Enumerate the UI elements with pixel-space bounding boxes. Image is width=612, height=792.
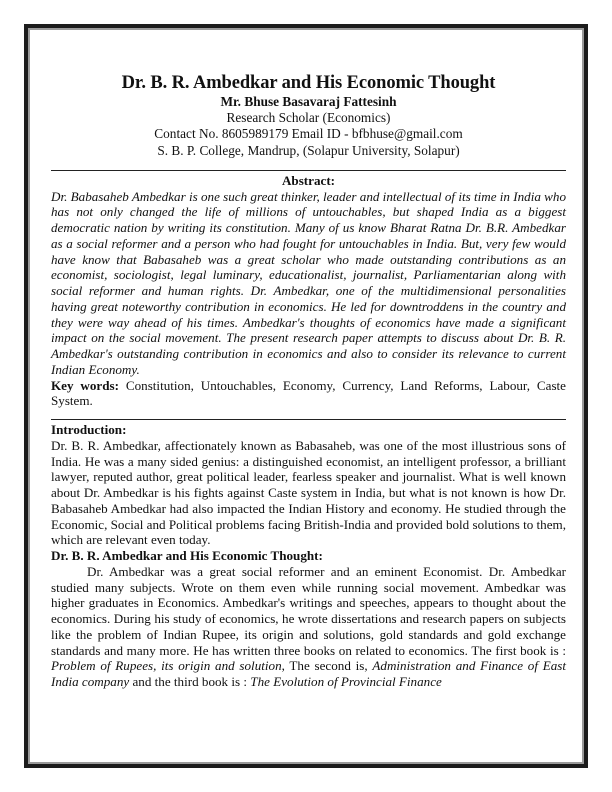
book-title-1: Problem of Rupees, its origin and solution (51, 658, 282, 674)
document-page (51, 72, 566, 690)
abstract-heading: Abstract: (281, 172, 336, 188)
keywords-text: Constitution, Untouchables, Economy, Currency, Land Reforms, Labour, Caste System. (51, 377, 566, 409)
keywords-label: Key words: (51, 377, 119, 393)
economic-thought-heading: Dr. B. R. Ambedkar and His Economic Thought: (51, 548, 323, 564)
keywords-paragraph (51, 378, 566, 410)
economic-thought-text: Dr. Ambedkar was a great social reformer and an eminent Economist. Dr. Ambedkar studied many subjects. Wrote on them even while running social movement. Ambedkar was higher graduates in Economics. Ambedkar's writings and speeches, appears to thought about the economics. During his study of economics, he wrote dissertations and research papers on subjects like the problem of Indian Rupee, its origin and solutions, gold standards and gold exchange standards and many more. He has written three books on related to economics. The first book is : (51, 563, 566, 658)
book-title-2: Administration and Finance of East India company (51, 658, 566, 690)
abstract-body: Dr. Babasaheb Ambedkar is one such great thinker, leader and intellectual of its time in India who has not only changed the life of millions of untouchables, but shaped India as a biggest democratic nation by writing its constitution. Many of us know Bharat Ratna Dr. B.R. Ambedkar as a social reformer and a person who had fought for untouchables in India. But, very few would have know that Babasaheb was a great scholar who made outstanding contributions as an economist, sociologist, legal luminary, educationalist, journalist, Parliamentarian along with social reformer and human rights. Dr. Ambedkar, one of the multidimensional personalities having great noteworthy contribution in economics. He led for downtroddens in the country and they were way ahead of his times. Ambedkar's thoughts of economics have made a significant impact on the social movement. The present research paper attempts to discuss about Dr. B. R. Ambedkar's outstanding contribution in economics and also to consider its relevance to current Indian Economy. (51, 188, 566, 377)
introduction-heading: Introduction: (51, 422, 127, 438)
economic-thought-body (51, 564, 566, 690)
author-role: Research Scholar (Economics) (226, 110, 391, 125)
introduction-body: Dr. B. R. Ambedkar, affectionately known as Babasaheb, was one of the most illustrious sons of India. He was a many sided genius: a distinguished economist, an intelligent professor, a brilliant lawyer, reputed author, great political leader, fearless speaker and journalist. What is well known about Dr. Ambedkar is his fights against Caste system in India, but what is not known is how Dr. Babasaheb Ambedkar had also impacted the Indian History and economy. He studied through the Economic, Social and Political problems facing British-India and provided bold solutions to them, which are relevant even today. (51, 437, 566, 548)
connector-text-1: , The second is, (281, 658, 373, 674)
divider-rule (51, 170, 566, 171)
author-name: Mr. Bhuse Basavaraj Fattesinh (220, 94, 397, 109)
connector-text-2: and the third book is : (129, 674, 251, 690)
author-institution: S. B. P. College, Mandrup, (Solapur University, Solapur) (157, 142, 460, 158)
author-contact: Contact No. 8605989179 Email ID - bfbhuse@gmail.com (154, 126, 463, 142)
book-title-3: The Evolution of Provincial Finance (250, 674, 442, 690)
divider-rule (51, 419, 566, 420)
paper-title: Dr. B. R. Ambedkar and His Economic Thought (121, 73, 496, 93)
